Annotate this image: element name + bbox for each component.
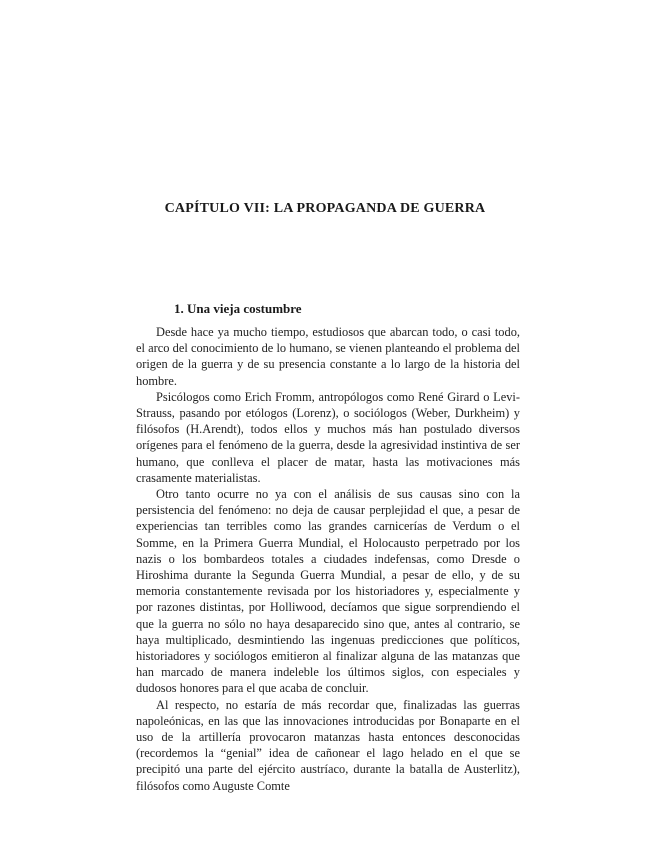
paragraph-2: Psicólogos como Erich Fromm, antropólogos como René Girard o Levi-Strauss, pasando por etólogos (Lorenz), o sociólogos (Weber, Durkheim) y filósofos (H.Arendt), todos ellos y muchos más han postulado diversos orígenes para el fenómeno de la guerra, desde la agresividad instintiva de ser humano, que conlleva el placer de matar, hasta las motivaciones más crasamente materialistas. [136,389,520,485]
section-heading: 1. Una vieja costumbre [174,301,302,316]
chapter-title: CAPÍTULO VII: LA PROPAGANDA DE GUERRA [164,201,486,216]
paragraph-1: Desde hace ya mucho tiempo, estudiosos que abarcan todo, o casi todo, el arco del conocimiento de lo humano, se vienen planteando el problema del origen de la guerra y de su presencia constante a lo largo de la historia del hombre. [136,325,520,388]
paragraph-3: Otro tanto ocurre no ya con el análisis de sus causas sino con la persistencia del fenómeno: no deja de causar perplejidad el que, a pesar de experiencias tan terribles como las grandes carnicerías de Verdum o el Somme, en la Primera Guerra Mundial, el Holocausto perpetrado por los nazis o los bombardeos totales a ciudades indefensas, como Dresde o Hiroshima durante la Segunda Guerra Mundial, a pesar de ello, y de su memoria constantemente revisada por los historiadores y, especialmente y por razones distintas, por Holliwood, decíamos que sigue sorprendiendo el que la guerra no sólo no haya desaparecido sino que, antes al contrario, se haya multiplicado, desmintiendo las ingenuas predicciones que políticos, historiadores y sociólogos emitieron al finalizar alguna de las matanzas que han marcado de manera indeleble los últimos siglos, con especiales y dudosos honores para el que acaba de concluir. [136,487,520,696]
paragraph-4: Al respecto, no estaría de más recordar que, finalizadas las guerras napoleónicas, en las que las innovaciones introducidas por Bonaparte en el uso de la artillería provocaron matanzas hasta entonces desconocidas (recordemos la “genial” idea de cañonear el lago helado en el que se precipitó una parte del ejército austríaco, durante la batalla de Austerlitz), filósofos como Auguste Comte [136,697,520,793]
body-text [136,324,520,794]
